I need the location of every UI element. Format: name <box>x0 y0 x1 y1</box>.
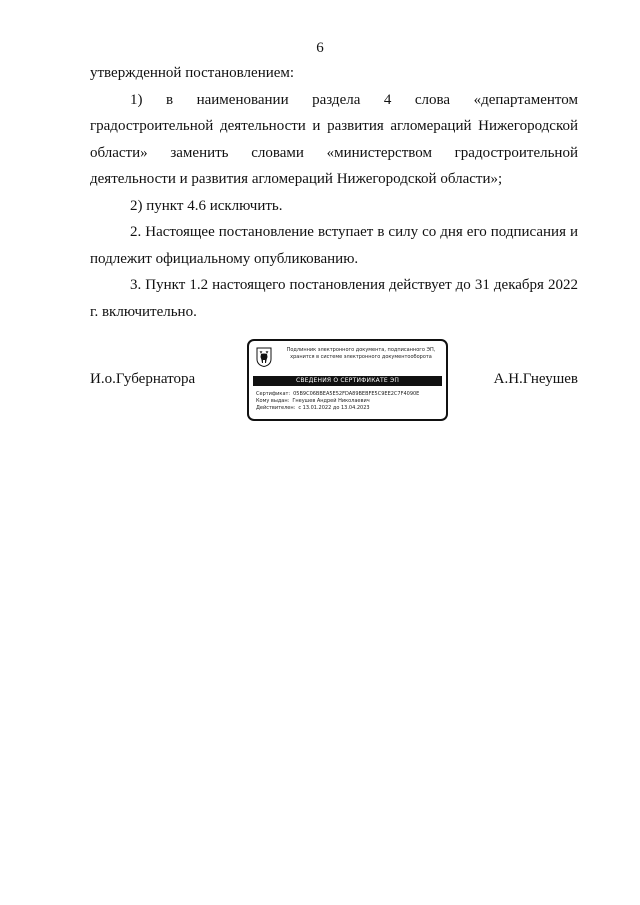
stamp-details <box>256 391 444 412</box>
paragraph-item-2: 2) пункт 4.6 исключить. <box>130 197 283 214</box>
paragraph-clause-2: 2. Настоящее постановление вступает в силу со дня его подписания и подлежит официальному опубликованию. <box>90 224 578 267</box>
stamp-certificate-row <box>256 391 444 398</box>
stamp-header <box>277 347 445 361</box>
valid-value: с 13.01.2022 до 13.04.2023 <box>298 405 370 411</box>
stamp-valid-row <box>256 405 444 412</box>
stamp-issued-to-row <box>256 398 444 405</box>
paragraph-intro: утвержденной постановлением: <box>90 65 295 81</box>
certificate-label: Сертификат: <box>256 391 291 397</box>
issued-to-value: Гнеушев Андрей Николаевич <box>292 398 370 404</box>
issued-to-label: Кому выдан: <box>256 398 290 404</box>
paragraph-clause-3: 3. Пункт 1.2 настоящего постановления действует до 31 декабря 2022 г. включительно. <box>90 277 578 320</box>
certificate-value: 05B9C06BBEA5E52FDA89BEBFE5C9EE2C7F4090E <box>293 391 420 397</box>
stamp-title-bar: СВЕДЕНИЯ О СЕРТИФИКАТЕ ЭП <box>253 376 442 386</box>
page-number: 6 <box>316 40 324 56</box>
stamp-header-line-1: Подлинник электронного документа, подписанного ЭП, <box>286 347 436 353</box>
deer-emblem-icon <box>256 347 272 367</box>
document-body <box>90 60 578 325</box>
stamp-header-line-2: хранится в системе электронного документооборота <box>290 354 432 360</box>
valid-label: Действителен: <box>256 405 296 411</box>
paragraph-item-1: 1) в наименовании раздела 4 слова «департаментом градостроительной деятельности и развития агломераций Нижегородской области» заменить словами «министерством градостроительной деятельности и развития агломераций Нижегородской области»; <box>90 91 578 187</box>
signatory-name: А.Н.Гнеушев <box>493 371 578 387</box>
signatory-position: И.о.Губернатора <box>90 371 196 387</box>
electronic-signature-stamp <box>247 339 448 421</box>
